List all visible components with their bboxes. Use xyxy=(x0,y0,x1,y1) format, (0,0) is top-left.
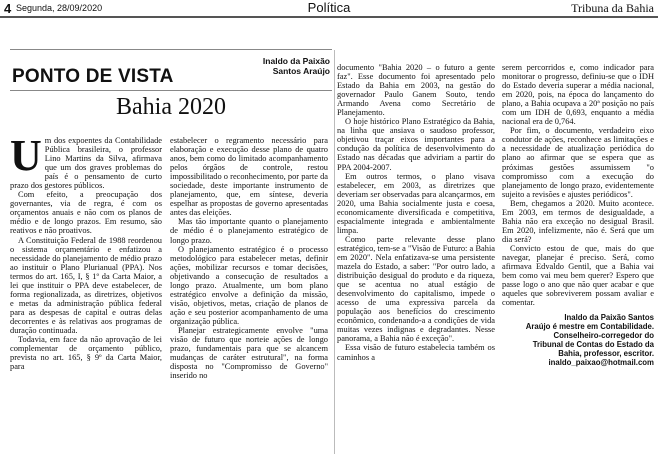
paragraph: Essa visão de futuro estabelecia também os caminhos a xyxy=(337,343,495,362)
paragraph: Mas tão importante quanto o planejamento de médio é o planejamento estratégico de longo prazo. xyxy=(170,217,328,245)
paragraph: Bem, chegamos a 2020. Muito acontece. Em 2003, em termos de desigualdade, a Bahia não era exceção no desigual Brasil. Em 2020, infelizmente, não é. Será que um dia será? xyxy=(502,198,654,244)
paragraph: Todavia, em face da não aprovação de lei complementar de orçamento público, prevista no art. 165, § 9º da Carta Maior, para xyxy=(10,335,162,372)
author-signature xyxy=(502,313,654,367)
article-column-3 xyxy=(337,63,495,454)
section-name: Política xyxy=(307,0,351,15)
column-divider xyxy=(334,50,335,454)
header-rule xyxy=(0,16,658,18)
paragraph: Com efeito, a preocupação dos governantes, via de regra, é com os orçamentos anuais e não com os planos de médio e de longo prazos. Em resumo, são reativos e não proativos. xyxy=(10,190,162,236)
page-header xyxy=(0,0,658,16)
publication-name: Tribuna da Bahia xyxy=(571,1,654,15)
byline-line-1: Inaldo da Paixão xyxy=(262,56,330,66)
byline xyxy=(263,56,330,76)
paragraph: Em outros termos, o plano visava estabelecer, em 2003, as diretrizes que deveriam ser observadas para alcançarmos, em 2020, uma Bahia socialmente justa e coesa, economicamente diversificada e competitiva, espacialmente integrada e ambientalmente limpa. xyxy=(337,171,495,235)
page-number: 4 xyxy=(4,1,12,16)
signature-line: Bahia, professor, escritor. xyxy=(558,349,654,359)
paragraph: Planejar estrategicamente envolve "uma visão de futuro que norteie ações de longo prazo, fundamentais para que se alcancem mudanças de caráter estrutural", na forma disposta no "Compromisso de Governo" inserido no xyxy=(170,325,328,381)
article-column-2 xyxy=(170,136,328,454)
article-column-1 xyxy=(10,136,162,454)
heading-mid-rule xyxy=(10,90,332,91)
paragraph: estabelecer o regramento necessário para elaboração e execução desse plano de quatro anos, bem como do limitado acompanhamento pelos órgãos de controle, restou impossibilitado o reconhecimento, por parte da sociedade, deste importante instrumento de planejamento, que, em síntese, deveria espelhar as propostas de governo apresentadas antes das eleições. xyxy=(170,136,328,218)
signature-line: Inaldo da Paixão Santos xyxy=(564,313,654,323)
drop-cap: U xyxy=(10,136,42,180)
paragraph: m dos expoentes da Contabilidade Pública brasileira, o professor Lino Martins da Silva, afirmava que um dos graves problemas do país é o pensamento de curto prazo dos gestores públicos. xyxy=(10,136,162,191)
paragraph: documento "Bahia 2020 – o futuro a gente faz". Esse documento foi apresentado pelo Estado da Bahia em 2003, na gestão do governador Paulo Ganem Souto, tendo Armando Avena como Secretário de Planejamento. xyxy=(337,63,495,118)
author-email: inaldo_paixao@hotmail.com xyxy=(548,358,654,368)
article-heading xyxy=(10,46,332,132)
heading-top-rule xyxy=(10,49,332,50)
signature-line: Araújo é mestre em Contabilidade. xyxy=(525,322,654,332)
column-label: PONTO DE VISTA xyxy=(12,66,174,87)
issue-date: Segunda, 28/09/2020 xyxy=(16,3,103,13)
paragraph: Por fim, o documento, verdadeiro eixo condutor de ações, reconhece as limitações e a necessidade de atualização periódica do plano ao afirmar que se espera que as próximas gestões assumissem "o compromisso com a execução do planejamento de longo prazo, evidentemente sujeito a revisões e ajustes periódicos". xyxy=(502,126,654,199)
signature-line: Tribunal de Contas do Estado da xyxy=(532,340,654,350)
paragraph: O planejamento estratégico é o processo metodológico para estabelecer metas, definir ações, mobilizar recursos e tomar decisões, objetivando a consecução de resultados a longo prazo. Atualmente, um bom plano estratégico envolve a definição da missão, visão, objetivos, metas, criação de planos de ação e seu posterior acompanhamento de uma organização pública. xyxy=(170,244,328,326)
paragraph: Convicto estou de que, mais do que navegar, planejar é preciso. Será, como afirmava Edvaldo Gentil, que a Bahia vai bem como vai meu bem querer? Espero que passe logo o ano que não quer acabar e que aqueles que sobreviverem possam avaliar e comentar. xyxy=(502,243,654,308)
article-column-4 xyxy=(502,63,654,454)
paragraph: serem percorridos e, como indicador para monitorar o progresso, definiu-se que o IDH do Estado deveria superar a média nacional, em 2020, pois, na época do lançamento do plano, a Bahia ocupava a 20ª posição no país com um IDH de 0,693, enquanto a média nacional era de 0,764. xyxy=(502,63,654,127)
paragraph: A Constituição Federal de 1988 reordenou o sistema orçamentário e enfatizou a necessidade do planejamento de médio prazo ao instituir o Plano Plurianual (PPA). Nos termos do art. 165, I, § 1º da Carta Maior, a lei que instituir o PPA deve estabelecer, de forma regionalizada, as diretrizes, objetivos e metas da administração pública federal para as despesas de capital e outras delas decorrentes e às relativas aos programas de duração continuada. xyxy=(10,235,162,335)
signature-line: Conselheiro-corregedor do xyxy=(553,331,654,341)
article-title: Bahia 2020 xyxy=(116,94,226,120)
paragraph: Como parte relevante desse plano estratégico, tem-se a "Visão de Futuro: a Bahia em 2020". Nela enfatizava-se uma persistente mazela do Estado, a saber: "Por outro lado, a distribuição desigual do produto e da riqueza, que se acentua no atual estágio de desenvolvimento do capitalismo, impede o acesso de uma expressiva parcela da população aos benefícios do crescimento econômico, condenando-a a condições de vida muitas vezes indignas e degradantes. Nesse panorama, a Bahia não é exceção". xyxy=(337,234,495,344)
paragraph: O hoje histórico Plano Estratégico da Bahia, na linha que ansiava o saudoso professor, objetivou traçar eixos importantes para a condução da política de desenvolvimento do Estado nas décadas que adviriam a partir do PPA 2004-2007. xyxy=(337,117,495,172)
byline-line-2: Santos Araújo xyxy=(272,66,330,76)
